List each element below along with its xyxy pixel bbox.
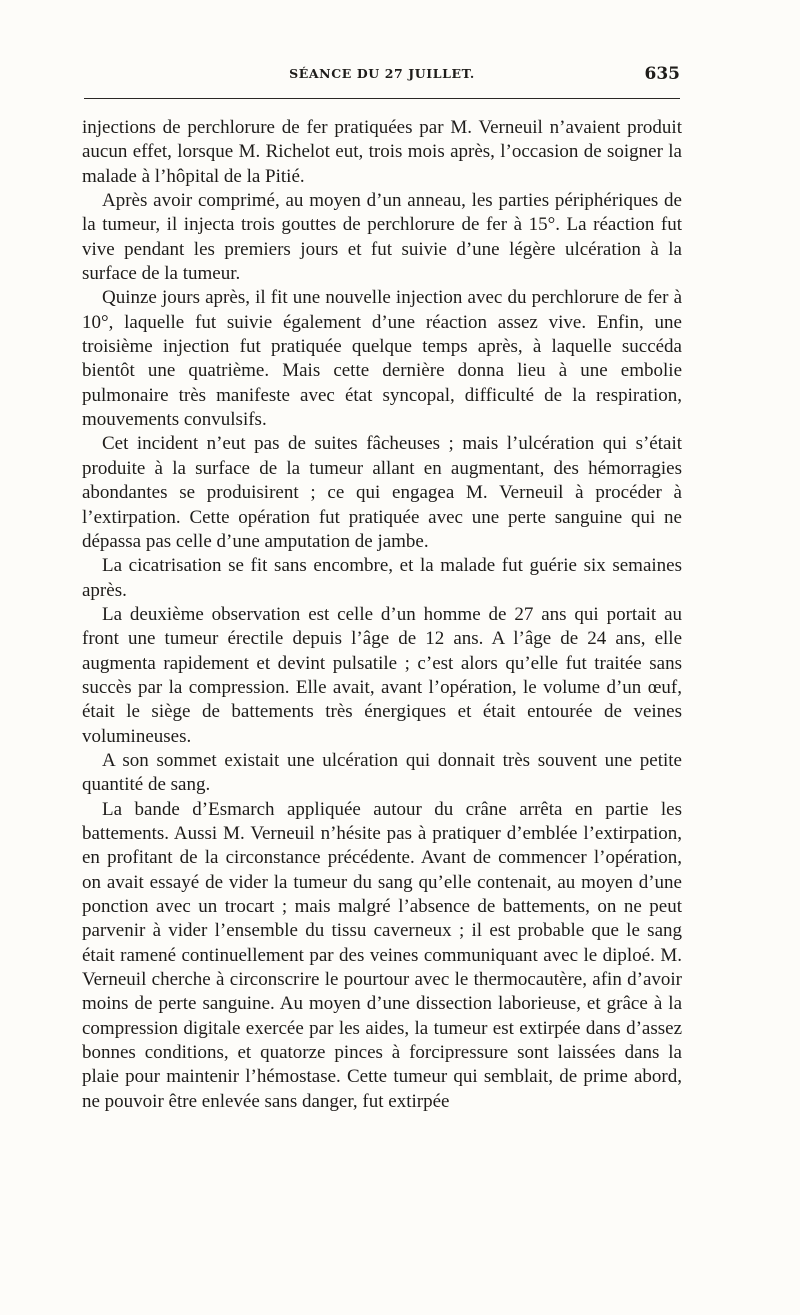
body-text (82, 116, 682, 1114)
paragraph: Après avoir comprimé, au moyen d’un anneau, les parties périphériques de la tumeur, il injecta trois gouttes de perchlorure de fer à 15°. La réaction fut vive pendant les premiers jours et fut suivie d’une légère ulcération à la surface de la tumeur. (82, 190, 682, 285)
paragraph: La deuxième observation est celle d’un homme de 27 ans qui portait au front une tumeur érectile depuis l’âge de 12 ans. A l’âge de 24 ans, elle augmenta rapidement et devint pulsatile ; c’est alors qu’elle fut traitée sans succès par la compression. Elle avait, avant l’opération, le volume d’un œuf, était le siège de battements très énergiques et était entourée de veines volumineuses. (82, 603, 682, 747)
paragraph-continuation: injections de perchlorure de fer pratiquées par M. Verneuil n’avaient produit aucun effet, lorsque M. Richelot eut, trois mois après, l’occasion de soigner la malade à l’hôpital de la Pitié. (82, 117, 682, 187)
paragraph: La bande d’Esmarch appliquée autour du crâne arrêta en partie les battements. Aussi M. Verneuil n’hésite pas à pratiquer d’emblée l’extirpation, en profitant de la circonstance précédente. Avant de commencer l’opération, on avait essayé de vider la tumeur du sang qu’elle contenait, au moyen d’une ponction avec un trocart ; mais malgré l’absence de battements, on ne peut parvenir à vider l’ensemble du tissu caverneux ; il est probable que le sang était ramené continuellement par des veines communiquant avec le diploé. M. Verneuil cherche à circonscrire le pourtour avec le thermocautère, afin d’avoir moins de perte sanguine. Au moyen d’une dissection laborieuse, et grâce à la compression digitale exercée par les aides, la tumeur est extirpée dans d’assez bonnes conditions, et quatorze pinces à forcipressure sont laissées dans la plaie pour maintenir l’hémostase. Cette tumeur qui semblait, de prime abord, ne pouvoir être enlevée sans danger, fut extirpée (82, 798, 682, 1112)
page-number: 635 (644, 64, 680, 84)
header-rule (84, 98, 680, 99)
running-title: SÉANCE DU 27 JUILLET. (289, 66, 475, 81)
paragraph: Quinze jours après, il fit une nouvelle injection avec du perchlorure de fer à 10°, laquelle fut suivie également d’une réaction assez vive. Enfin, une troisième injection fut pratiquée quelque temps après, à laquelle succéda bientôt une quatrième. Mais cette dernière donna lieu à une embolie pulmonaire très manifeste avec état syncopal, difficulté de la respiration, mouvements convulsifs. (82, 287, 682, 431)
running-header (84, 64, 680, 88)
paragraph: Cet incident n’eut pas de suites fâcheuses ; mais l’ulcération qui s’était produite à la surface de la tumeur allant en augmentant, des hémorragies abondantes se produisirent ; ce qui engagea M. Verneuil à procéder à l’extirpation. Cette opération fut pratiquée avec une perte sanguine qui ne dépassa pas celle d’une amputation de jambe. (82, 433, 682, 552)
paragraph: La cicatrisation se fit sans encombre, et la malade fut guérie six semaines après. (82, 555, 682, 601)
paragraph: A son sommet existait une ulcération qui donnait très souvent une petite quantité de sang. (82, 749, 682, 796)
